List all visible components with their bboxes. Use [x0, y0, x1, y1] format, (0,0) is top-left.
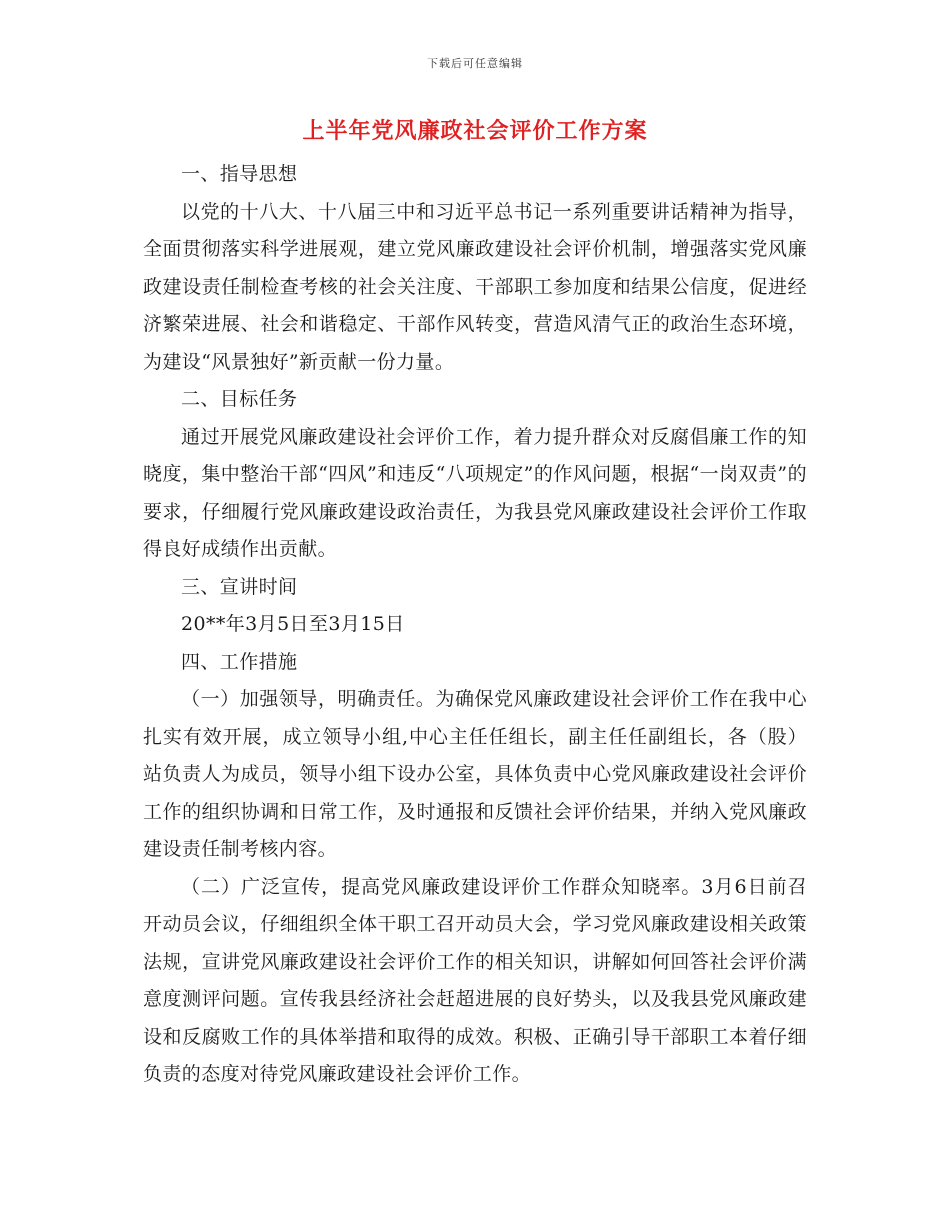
section-heading-goals: 二、目标任务 [181, 388, 298, 410]
section-heading-measures: 四、工作措施 [181, 650, 298, 673]
document-title: 上半年党风廉政社会评价工作方案 [302, 118, 648, 144]
schedule-date-range: 20**年3月5日至3月15日 [181, 613, 405, 635]
paragraph-guiding-ideology: 以党的十八大、十八届三中和习近平总书记一系列重要讲话精神为指导，全面贯彻落实科学进展观，建立党风廉政建设社会评价机制，增强落实党风廉政建设责任制检查考核的社会关注度、干部职工参加度和结果公信度，促进经济繁荣进展、社会和谐稳定、干部作风转变，营造风清气正的政治生态环境，为建设“风景独好”新贡献一份力量。 [143, 200, 807, 373]
paragraph-goals: 通过开展党风廉政建设社会评价工作，着力提升群众对反腐倡廉工作的知晓度，集中整治干部“四风”和违反“八项规定”的作风问题，根据“一岗双责”的要求，仔细履行党风廉政建设政治责任，为我县党风廉政建设社会评价工作取得良好成绩作出贡献。 [143, 425, 807, 560]
paragraph-measure-publicity: （二）广泛宣传，提高党风廉政建设评价工作群众知晓率。3月6日前召开动员会议，仔细组织全体干职工召开动员大会，学习党风廉政建设相关政策法规，宣讲党风廉政建设社会评价工作的相关知识，讲解如何回答社会评价满意度测评问题。宣传我县经济社会赶超进展的良好势头，以及我县党风廉政建设和反腐败工作的具体举措和取得的成效。积极、正确引导干部职工本着仔细负责的态度对待党风廉政建设社会评价工作。 [143, 875, 807, 1085]
paragraph-measure-leadership: （一）加强领导，明确责任。为确保党风廉政建设社会评价工作在我中心扎实有效开展，成立领导小组,中心主任任组长，副主任任副组长，各（股）站负责人为成员，领导小组下设办公室，具体负责中心党风廉政建设社会评价工作的组织协调和日常工作，及时通报和反馈社会评价结果，并纳入党风廉政建设责任制考核内容。 [143, 688, 807, 860]
header-note: 下载后可任意编辑 [427, 57, 523, 70]
section-heading-guiding-ideology: 一、指导思想 [181, 163, 298, 185]
section-heading-schedule: 三、宣讲时间 [181, 575, 298, 598]
document-body [143, 156, 807, 1094]
